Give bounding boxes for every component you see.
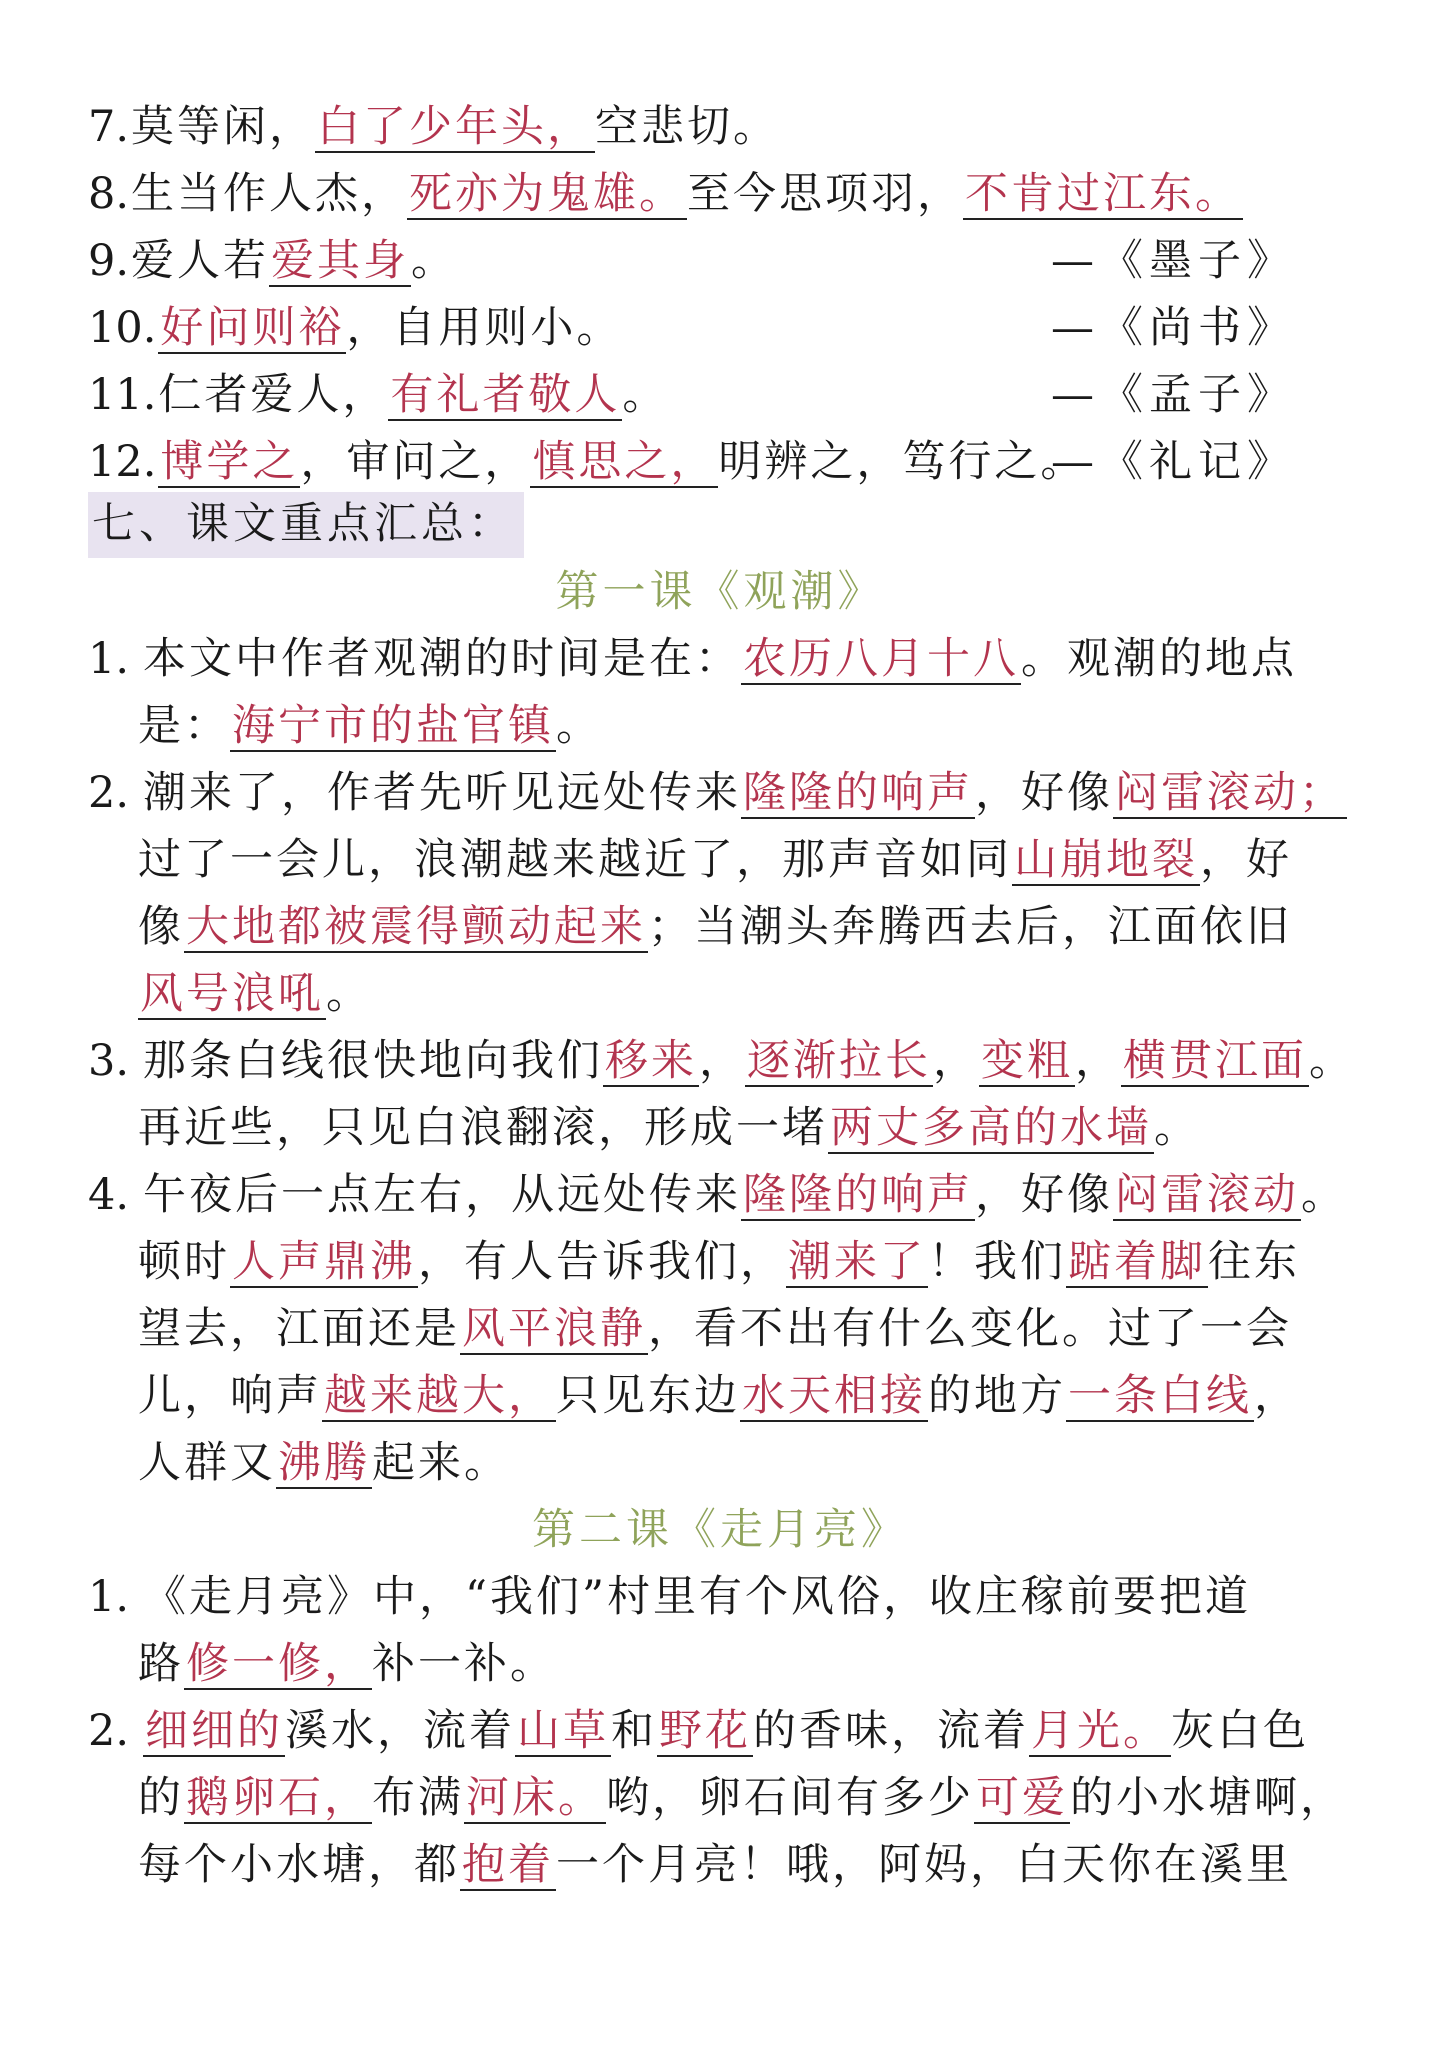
item-number: 11. <box>88 370 157 420</box>
answer-blank: 河床。 <box>466 1773 604 1823</box>
answer-blank: 越来越大， <box>324 1371 554 1421</box>
answer-blank: 闷雷滚动； <box>1115 768 1346 818</box>
lesson2-item-2-line-3 <box>138 1835 1292 1895</box>
text: 爱人若 <box>131 236 270 286</box>
answer-blank: 隆隆的响声 <box>743 1170 974 1220</box>
lesson1-item-4-line-2 <box>138 1232 1300 1292</box>
lesson1-item-4-line-3 <box>138 1299 1292 1359</box>
text: 的小水塘啊， <box>1070 1773 1346 1823</box>
lesson1-item-2-line-4 <box>138 964 372 1024</box>
text: 的 <box>138 1773 184 1823</box>
text: 再近些，只见白浪翻滚，形成一堵 <box>138 1103 828 1153</box>
lesson-1-title: 第一课《观潮》 <box>555 567 885 617</box>
answer-blank: 风号浪吼 <box>140 969 324 1019</box>
answer-blank: 隆隆的响声 <box>743 768 974 818</box>
item-number: 1. <box>88 634 130 684</box>
lesson1-item-3-line-1 <box>88 1031 1355 1091</box>
item-number: 8. <box>88 169 130 219</box>
quote-10 <box>88 298 1368 358</box>
answer-blank: 慎思之， <box>532 437 717 487</box>
quote-9 <box>88 231 1368 291</box>
answer-blank: 闷雷滚动 <box>1115 1170 1300 1220</box>
answer-blank: 踮着脚 <box>1068 1237 1206 1287</box>
text: ， <box>699 1036 746 1086</box>
text: 仁者爱人， <box>158 370 389 420</box>
lesson2-item-1-line-1 <box>88 1567 1251 1627</box>
answer-blank: 山草 <box>517 1706 610 1756</box>
text: ，好 <box>1200 835 1292 885</box>
text: 潮来了，作者先听见远处传来 <box>143 768 742 818</box>
answer-blank: 风平浪静 <box>462 1304 646 1354</box>
text: 那条白线很快地向我们 <box>143 1036 604 1086</box>
text: 一个月亮！哦，阿妈，白天你在溪里 <box>556 1840 1292 1890</box>
text: 本文中作者观潮的时间是在： <box>143 634 742 684</box>
text: 补一补。 <box>372 1639 556 1689</box>
answer-blank: 水天相接 <box>742 1371 926 1421</box>
lesson-2-title: 第二课《走月亮》 <box>532 1505 908 1555</box>
quote-source: —《礼记》 <box>1051 437 1296 487</box>
item-number: 4. <box>88 1170 130 1220</box>
answer-blank: 人声鼎沸 <box>232 1237 416 1287</box>
answer-blank: 山崩地裂 <box>1014 835 1198 885</box>
answer-blank: 好问则裕 <box>160 303 345 353</box>
answer-blank: 沸腾 <box>278 1438 370 1488</box>
lesson1-item-1-line-2 <box>138 696 602 756</box>
lesson2-item-1-line-2 <box>138 1634 556 1694</box>
lesson1-item-4-line-1 <box>88 1165 1347 1225</box>
lesson2-item-2-line-1 <box>88 1701 1309 1761</box>
text: 儿，响声 <box>138 1371 322 1421</box>
item-number: 7. <box>88 102 130 152</box>
item-number: 12. <box>88 437 157 487</box>
text: ， <box>933 1036 980 1086</box>
quote-source: —《墨子》 <box>1051 236 1296 286</box>
text: 《走月亮》中，“我们”村里有个风俗，收庄稼前要把道 <box>143 1572 1251 1622</box>
text: 路 <box>138 1639 184 1689</box>
answer-blank: 不肯过江东。 <box>965 169 1242 219</box>
text: ，审问之， <box>300 437 531 487</box>
lesson1-item-1-line-1 <box>88 629 1297 689</box>
text: ！我们 <box>928 1237 1066 1287</box>
lesson1-item-3-line-2 <box>138 1098 1200 1158</box>
text: ， <box>1075 1036 1122 1086</box>
text: 起来。 <box>372 1438 510 1488</box>
text: 灰白色 <box>1171 1706 1310 1756</box>
text: 像 <box>138 902 184 952</box>
answer-blank: 海宁市的盐官镇 <box>232 701 554 751</box>
answer-blank: 大地都被震得颤动起来 <box>186 902 646 952</box>
text: 过了一会儿，浪潮越来越近了，那声音如同 <box>138 835 1012 885</box>
answer-blank: 细细的 <box>145 1706 284 1756</box>
text: 人群又 <box>138 1438 276 1488</box>
answer-blank: 修一修， <box>186 1639 370 1689</box>
text: 。 <box>556 701 602 751</box>
answer-blank: 两丈多高的水墙 <box>830 1103 1152 1153</box>
text: 的香味，流着 <box>753 1706 1030 1756</box>
answer-blank: 有礼者敬人 <box>390 370 621 420</box>
answer-blank: 野花 <box>659 1706 752 1756</box>
text: 和 <box>611 1706 658 1756</box>
text: 。 <box>1309 1036 1356 1086</box>
text: 。 <box>622 370 669 420</box>
answer-blank: 农历八月十八 <box>743 634 1020 684</box>
answer-blank: 鹅卵石， <box>186 1773 370 1823</box>
text: 。 <box>411 236 458 286</box>
text: 哟，卵石间有多少 <box>606 1773 974 1823</box>
item-number: 2. <box>88 768 130 818</box>
item-number: 3. <box>88 1036 130 1086</box>
answer-blank: 横贯江面 <box>1123 1036 1308 1086</box>
lesson1-item-2-line-1 <box>88 763 1347 823</box>
text: 。观潮的地点 <box>1021 634 1298 684</box>
item-number: 9. <box>88 236 130 286</box>
text: ；当潮头奔腾西去后，江面依旧 <box>648 902 1292 952</box>
answer-blank: 变粗 <box>981 1036 1074 1086</box>
text: 望去，江面还是 <box>138 1304 460 1354</box>
text: ，自用则小。 <box>346 303 623 353</box>
text: 。 <box>1301 1170 1348 1220</box>
answer-blank: 可爱 <box>976 1773 1068 1823</box>
text: 莫等闲， <box>131 102 316 152</box>
text: 。 <box>1154 1103 1200 1153</box>
answer-blank: 白了少年头， <box>317 102 594 152</box>
answer-blank: 月光。 <box>1031 1706 1170 1756</box>
lesson1-item-4-line-4 <box>138 1366 1300 1426</box>
quote-12 <box>88 432 1368 492</box>
quote-source: —《孟子》 <box>1051 370 1296 420</box>
text: 溪水，流着 <box>285 1706 516 1756</box>
item-number: 1. <box>88 1572 130 1622</box>
answer-blank: 一条白线 <box>1068 1371 1252 1421</box>
lesson1-item-2-line-3 <box>138 897 1292 957</box>
quote-11 <box>88 365 1368 425</box>
answer-blank: 博学之 <box>160 437 299 487</box>
text: 只见东边 <box>556 1371 740 1421</box>
text: 明辨之，笃行之。 <box>718 437 1087 487</box>
text: 午夜后一点左右，从远处传来 <box>143 1170 742 1220</box>
answer-blank: 潮来了 <box>788 1237 926 1287</box>
answer-blank: 逐渐拉长 <box>747 1036 932 1086</box>
text: 至今思项羽， <box>687 169 964 219</box>
text: 往东 <box>1208 1237 1300 1287</box>
item-number: 10. <box>88 303 157 353</box>
answer-blank: 爱其身 <box>271 236 410 286</box>
quote-7 <box>88 97 779 157</box>
text: 。 <box>326 969 372 1019</box>
text: 空悲切。 <box>595 102 780 152</box>
item-number: 2. <box>88 1706 130 1756</box>
answer-blank: 死亦为鬼雄。 <box>409 169 686 219</box>
answer-blank: 移来 <box>605 1036 698 1086</box>
text: ，好像 <box>975 1170 1114 1220</box>
lesson1-item-2-line-2 <box>138 830 1292 890</box>
text: ，好像 <box>975 768 1114 818</box>
text: ，有人告诉我们， <box>418 1237 786 1287</box>
text: 布满 <box>372 1773 464 1823</box>
text: 是： <box>138 701 230 751</box>
text: 每个小水塘，都 <box>138 1840 460 1890</box>
answer-blank: 抱着 <box>462 1840 554 1890</box>
section-heading: 七、课文重点汇总： <box>92 499 515 549</box>
text: ，看不出有什么变化。过了一会 <box>648 1304 1292 1354</box>
lesson1-item-4-line-5 <box>138 1433 510 1493</box>
text: 的地方 <box>928 1371 1066 1421</box>
text: ， <box>1254 1371 1300 1421</box>
text: 生当作人杰， <box>131 169 408 219</box>
quote-8 <box>88 164 1243 224</box>
quote-source: —《尚书》 <box>1051 303 1296 353</box>
lesson2-item-2-line-2 <box>138 1768 1346 1828</box>
text: 顿时 <box>138 1237 230 1287</box>
